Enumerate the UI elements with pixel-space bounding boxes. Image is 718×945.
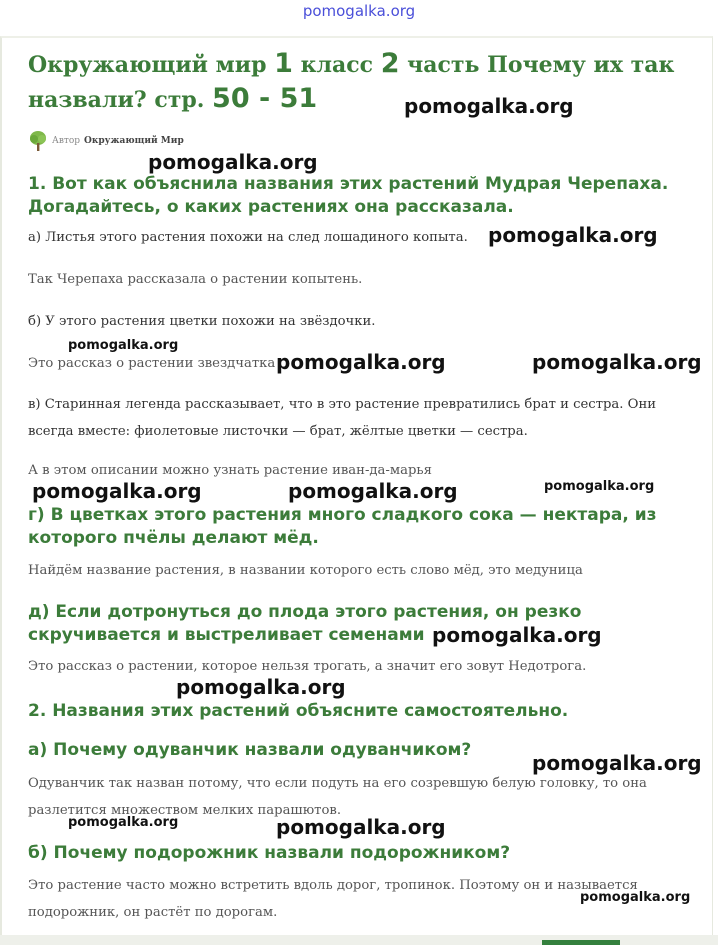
watermark: pomogalka.org xyxy=(68,338,179,353)
page-title xyxy=(28,47,688,117)
watermark: pomogalka.org xyxy=(288,479,458,503)
author-name-link[interactable]: Окружающий Мир xyxy=(84,136,184,146)
question-1d-heading: д) Если дотронуться до плода этого растения, он резко скручивается и выстреливает семенами xyxy=(28,602,582,645)
section-1-heading: 1. Вот как объяснила названия этих растений Мудрая Черепаха. Догадайтесь, о каких растениях она рассказала. xyxy=(28,174,669,217)
watermark: pomogalka.org xyxy=(276,815,446,839)
question-2a-heading: а) Почему одуванчик назвали одуванчиком? xyxy=(28,740,472,760)
author-prefix: Автор xyxy=(52,136,81,146)
title-part-1: Окружающий мир xyxy=(28,52,275,78)
watermark: pomogalka.org xyxy=(32,479,202,503)
answer-1a: Так Черепаха рассказала о растении копытень. xyxy=(28,272,363,287)
watermark: pomogalka.org xyxy=(404,94,574,118)
watermark: pomogalka.org xyxy=(532,751,702,775)
tree-icon xyxy=(28,130,48,152)
answer-1b: Это рассказ о растении звездчатка xyxy=(28,356,276,371)
watermark: pomogalka.org xyxy=(432,623,602,647)
question-2b-heading: б) Почему подорожник назвали подорожником? xyxy=(28,843,511,863)
title-part-2: класс xyxy=(292,52,381,78)
watermark: pomogalka.org xyxy=(580,890,691,905)
watermark: pomogalka.org xyxy=(544,479,655,494)
watermark: pomogalka.org xyxy=(488,223,658,247)
title-part-number: 2 xyxy=(380,48,400,79)
watermark: pomogalka.org xyxy=(532,350,702,374)
author-line xyxy=(28,130,184,152)
section-2-heading: 2. Названия этих растений объясните самостоятельно. xyxy=(28,701,569,721)
question-1a: а) Листья этого растения похожи на след лошадиного копыта. xyxy=(28,230,468,245)
bottom-tab-indicator[interactable] xyxy=(542,940,620,945)
answer-1d: Это рассказ о растении, которое нельзя трогать, а значит его зовут Недотрога. xyxy=(28,659,587,674)
watermark: pomogalka.org xyxy=(176,675,346,699)
question-1v: в) Старинная легенда рассказывает, что в это растение превратились брат и сестра. Они всегда вместе: фиолетовые листочки — брат, жёлтые цветки — сестра. xyxy=(28,397,657,439)
question-1b: б) У этого растения цветки похожи на звёздочки. xyxy=(28,314,376,329)
answer-1g: Найдём название растения, в названии которого есть слово мёд, это медуница xyxy=(28,563,583,578)
watermark: pomogalka.org xyxy=(276,350,446,374)
title-part-3: часть Почему их так назвали? стр. xyxy=(28,52,675,113)
watermark: pomogalka.org xyxy=(68,815,179,830)
answer-2a: Одуванчик так назван потому, что если подуть на его созревшую белую головку, то она разлетится множеством мелких парашютов. xyxy=(28,776,647,818)
watermark: pomogalka.org xyxy=(148,150,318,174)
answer-2b: Это растение часто можно встретить вдоль дорог, тропинок. Поэтому он и называется подорожник, он растёт по дорогам. xyxy=(28,878,638,920)
title-pages-number: 50 - 51 xyxy=(212,83,318,114)
answer-1v: А в этом описании можно узнать растение иван-да-марья xyxy=(28,463,432,478)
question-1g-heading: г) В цветках этого растения много сладкого сока — нектара, из которого пчёлы делают мёд. xyxy=(28,505,657,548)
title-grade-number: 1 xyxy=(274,48,293,79)
site-brand-link[interactable]: pomogalka.org xyxy=(302,2,416,20)
